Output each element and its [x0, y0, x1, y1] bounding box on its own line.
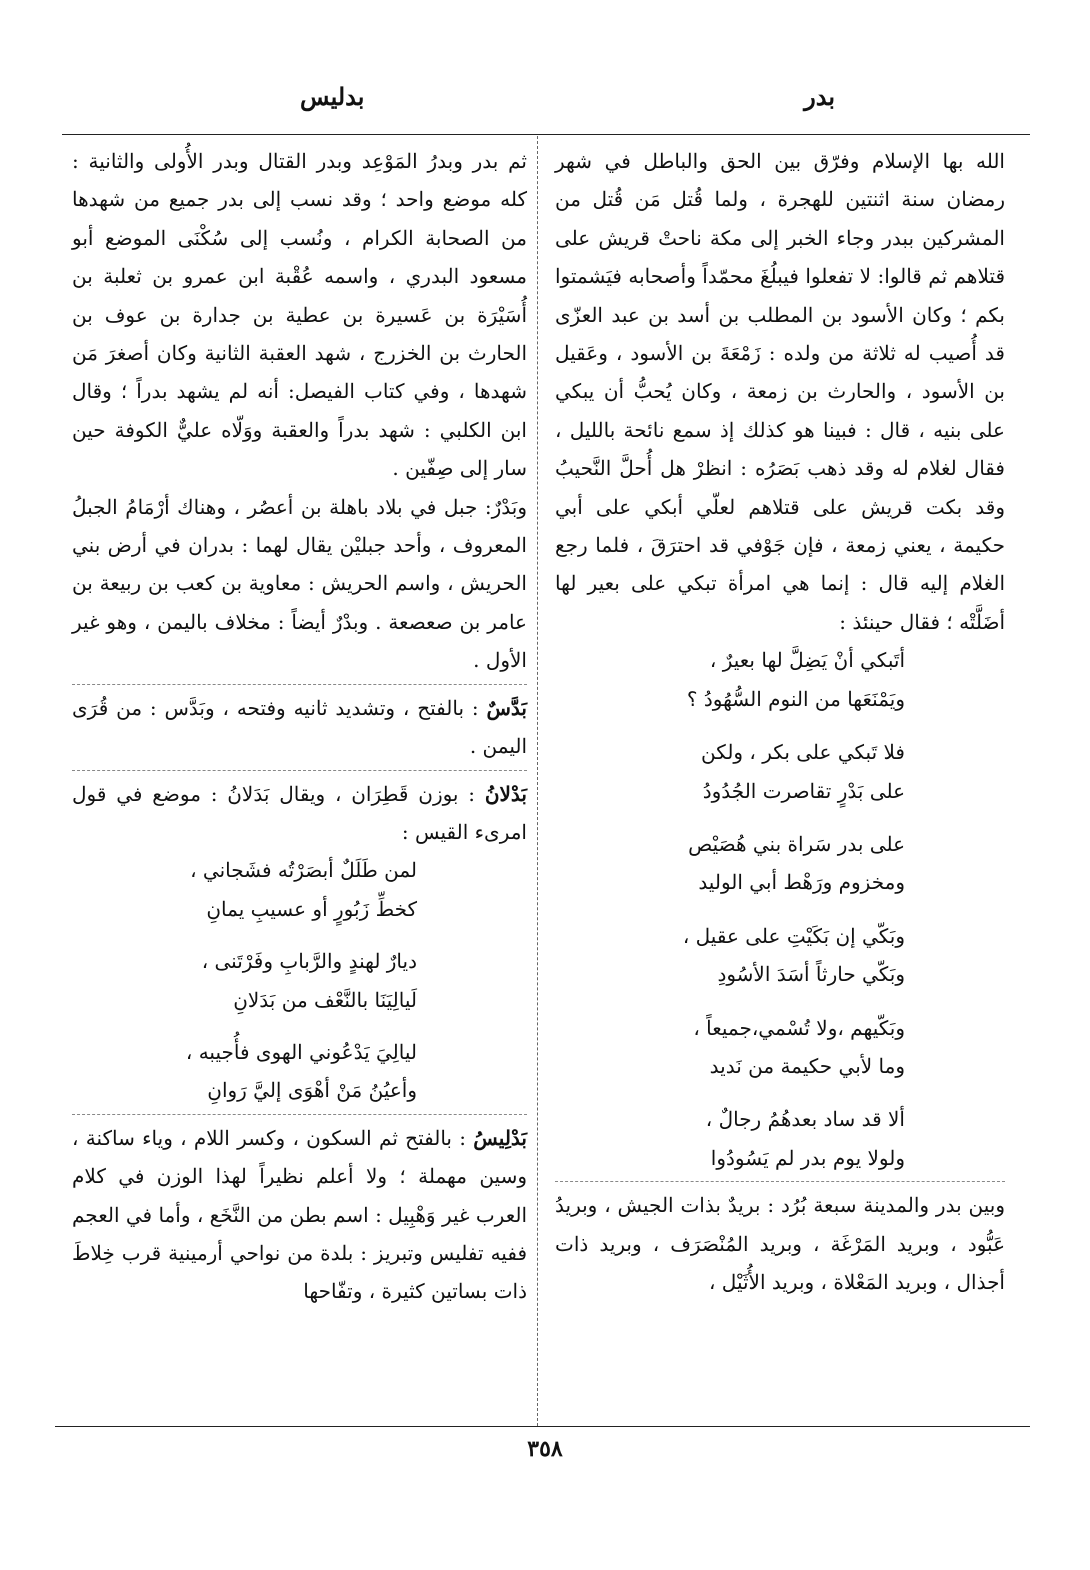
poem-verse: ويَمْنَعَها من النوم السُّهُودُ ؟: [686, 686, 905, 711]
entry-text: : بالفتح ثم السكون ، وكسر اللام ، وياء ساكنة ، وسين مهملة ؛ ولا أعلم نظيراً لهذا الوزن في كلام العرب غير وَهْبِيل : اسم بطن من النَّخَع ، وأما في العجم ففيه تفليس وتبريز : بلدة من نواحي أرمينية قرب خِلاطَ ذات بساتين كثيرة ، وتفّاحها: [71, 1125, 528, 1304]
poem-verse: وبَكّي حارثاً أسَدَ الأسُودِ: [717, 962, 905, 987]
poem-verse: ولولا يوم بدر لم يَسُودُوا: [710, 1145, 905, 1170]
poem-couplet: [555, 917, 1005, 994]
right-paragraph-2: وبين بدر والمدينة سبعة بُرُد : بريدٌ بذات الجيش ، وبريدُ عَبُّود ، وبريد المَرْغَة ، وبريد المُنْصَرَف ، وبريد ذات أجذال ، وبريد المَعْلاة ، وبريد الأُثَيْل ،: [555, 1193, 1005, 1294]
entry-badlan: [72, 775, 527, 852]
left-paragraph-2: وبَدْرٌ: جبل في بلاد باهلة بن أعصُر ، وهناك أرْمَامُ الجبلُ المعروف ، وأحد جبليْن يقال لهما : بدران في أرض بني الحريش ، واسم الحريش : معاوية بن كعب بن ربيعة بن عامر بن صعصعة . وبدْرٌ أيضاً : مخلاف باليمن ، وهو غير الأول .: [72, 494, 527, 673]
right-paragraph-1: الله بها الإسلام وفرّق بين الحق والباطل في شهر رمضان سنة اثنتين للهجرة ، ولما قُتل مَن قُتل من المشركين ببدر وجاء الخبر إلى مكة ناحتْ قريش على قتلاهم ثم قالوا: لا تفعلوا فيبلُغَ محمّداً وأصحابه فيَشمتوا بكم ؛ وكان الأسود بن المطلب بن أسد بن عبد العزّى قد أُصيب له ثلاثة من ولده : زَمْعَةَ بن الأسود ، وعَقيل بن الأسود ، والحارث بن زمعة ، وكان يُحبُّ أن يبكي على بنيه ، قال : فبينا هو كذلك إذ سمع نائحة بالليل ، فقال لغلام له وقد ذهب بَصَرُه : انظرْ هل أُحلَّ النَّحيبُ وقد بكت قريش على قتلاهم لعلّي أبكي على أبي حكيمة ، يعني زمعة ، فإن جَوْفي قد احترَقَ ، فلما رجع الغلام إليه قال : إنما هي امرأة تبكي على بعير لها أضَلَّتْه ؛ فقال حينئذ :: [555, 149, 1005, 634]
entry-text: : بوزن قَطِرَان ، ويقال بَدَلانُ : موضع في قول امرىء القيس :: [72, 781, 527, 844]
poem-verse: كخطِّ زَبُورٍ أو عسيبِ يمانِ: [206, 896, 417, 921]
poem-couplet: [555, 1009, 1005, 1086]
entry-badlis: [72, 1119, 527, 1311]
entry-text: : بالفتح ، وتشديد ثانيه وفتحه ، وبَدَّس : من قُرَى اليمن .: [72, 695, 527, 759]
poem-verse: ديارٌ لهندٍ والرَّبابِ وفَرْتَنى ،: [201, 949, 417, 974]
left-column: [72, 142, 527, 1311]
poem-couplet: [555, 641, 1005, 718]
entry-headword: بَدْلانُ: [484, 781, 527, 806]
poem-couplet: [72, 1033, 527, 1110]
entry-headword: بَدْلِيسُ: [473, 1125, 527, 1150]
entry-badas: [72, 689, 527, 766]
poem-verse: ليالِيَ يَدْعُوني الهوى فأُجيبه ،: [185, 1039, 417, 1064]
poem-couplet: [555, 825, 1005, 902]
poem-verse: لَيالِيَنَا بالنَّعْف من بَدَلانِ: [233, 987, 417, 1012]
separator: [555, 1181, 1005, 1182]
footer-rule: [55, 1426, 1030, 1427]
entry-headword: بَدَّسٌ: [486, 695, 527, 720]
running-header: [60, 82, 1030, 122]
poem-couplet: [555, 733, 1005, 810]
poem-couplet: [72, 851, 527, 928]
poem-verse: على بَدْرٍ تقاصرت الجُدُودُ: [702, 778, 905, 803]
right-column: [555, 142, 1005, 1301]
poem-verse: لمن طَلَلٌ أبصَرْتُه فشَجاني ،: [190, 858, 417, 883]
left-paragraph-1: ثم بدر وبدرُ المَوْعِد وبدر القتال وبدر الأُولى والثانية : كله موضع واحد ؛ وقد نسب إلى بدر جميع من شهدها من الصحابة الكرام ، ونُسب إلى سُكْنَى الموضع أبو مسعود البدري ، واسمه عُقْبة ابن عمرو بن ثعلبة بن أُسَيْرَة بن عَسيرة بن عطية بن جدارة بن عوف بن الحارث بن الخزرج ، شهد العقبة الثانية وكان أصغرَ مَن شهدها ، وفي كتاب الفيصل: أنه لم يشهد بدراً ؛ وقال ابن الكلبي : شهد بدراً والعقبة ووَلّاه عليٌّ الكوفة حين سار إلى صِفّين .: [72, 149, 527, 481]
page-number: ٣٥٨: [527, 1436, 563, 1462]
poem-couplet: [72, 942, 527, 1019]
poem-verse: على بدر سَراة بني هُصَيْص: [688, 831, 905, 856]
header-left-title: بدليس: [300, 82, 365, 111]
right-poem: [555, 641, 1005, 1177]
poem-verse: أتَبكي أنْ يَضِلَّ لها بعيرٌ ،: [709, 648, 905, 673]
poem-verse: فلا تَبكي على بكر ، ولكن: [701, 740, 905, 765]
poem-verse: وأعيُنُ مَنْ أهْوَى إليَّ رَوانِ: [207, 1078, 417, 1103]
header-right-title: بدر: [804, 82, 835, 111]
separator: [72, 1114, 527, 1115]
poem-verse: ومخزوم ورَهْط أبي الوليد: [698, 870, 905, 895]
header-rule: [62, 134, 1030, 135]
poem-verse: وبَكّي إن بَكَيْتِ على عقيل ،: [682, 923, 905, 948]
separator: [72, 770, 527, 771]
poem-verse: وبَكّيهم ،ولا تُسْمي،جميعاً ،: [693, 1015, 905, 1040]
left-poem: [72, 851, 527, 1109]
column-divider: [537, 136, 538, 1426]
separator: [72, 684, 527, 685]
poem-verse: وما لأبي حكيمة من نَديد: [709, 1053, 905, 1078]
poem-verse: ألا قد ساد بعدهُمُ رجالٌ ،: [705, 1107, 905, 1132]
poem-couplet: [555, 1100, 1005, 1177]
